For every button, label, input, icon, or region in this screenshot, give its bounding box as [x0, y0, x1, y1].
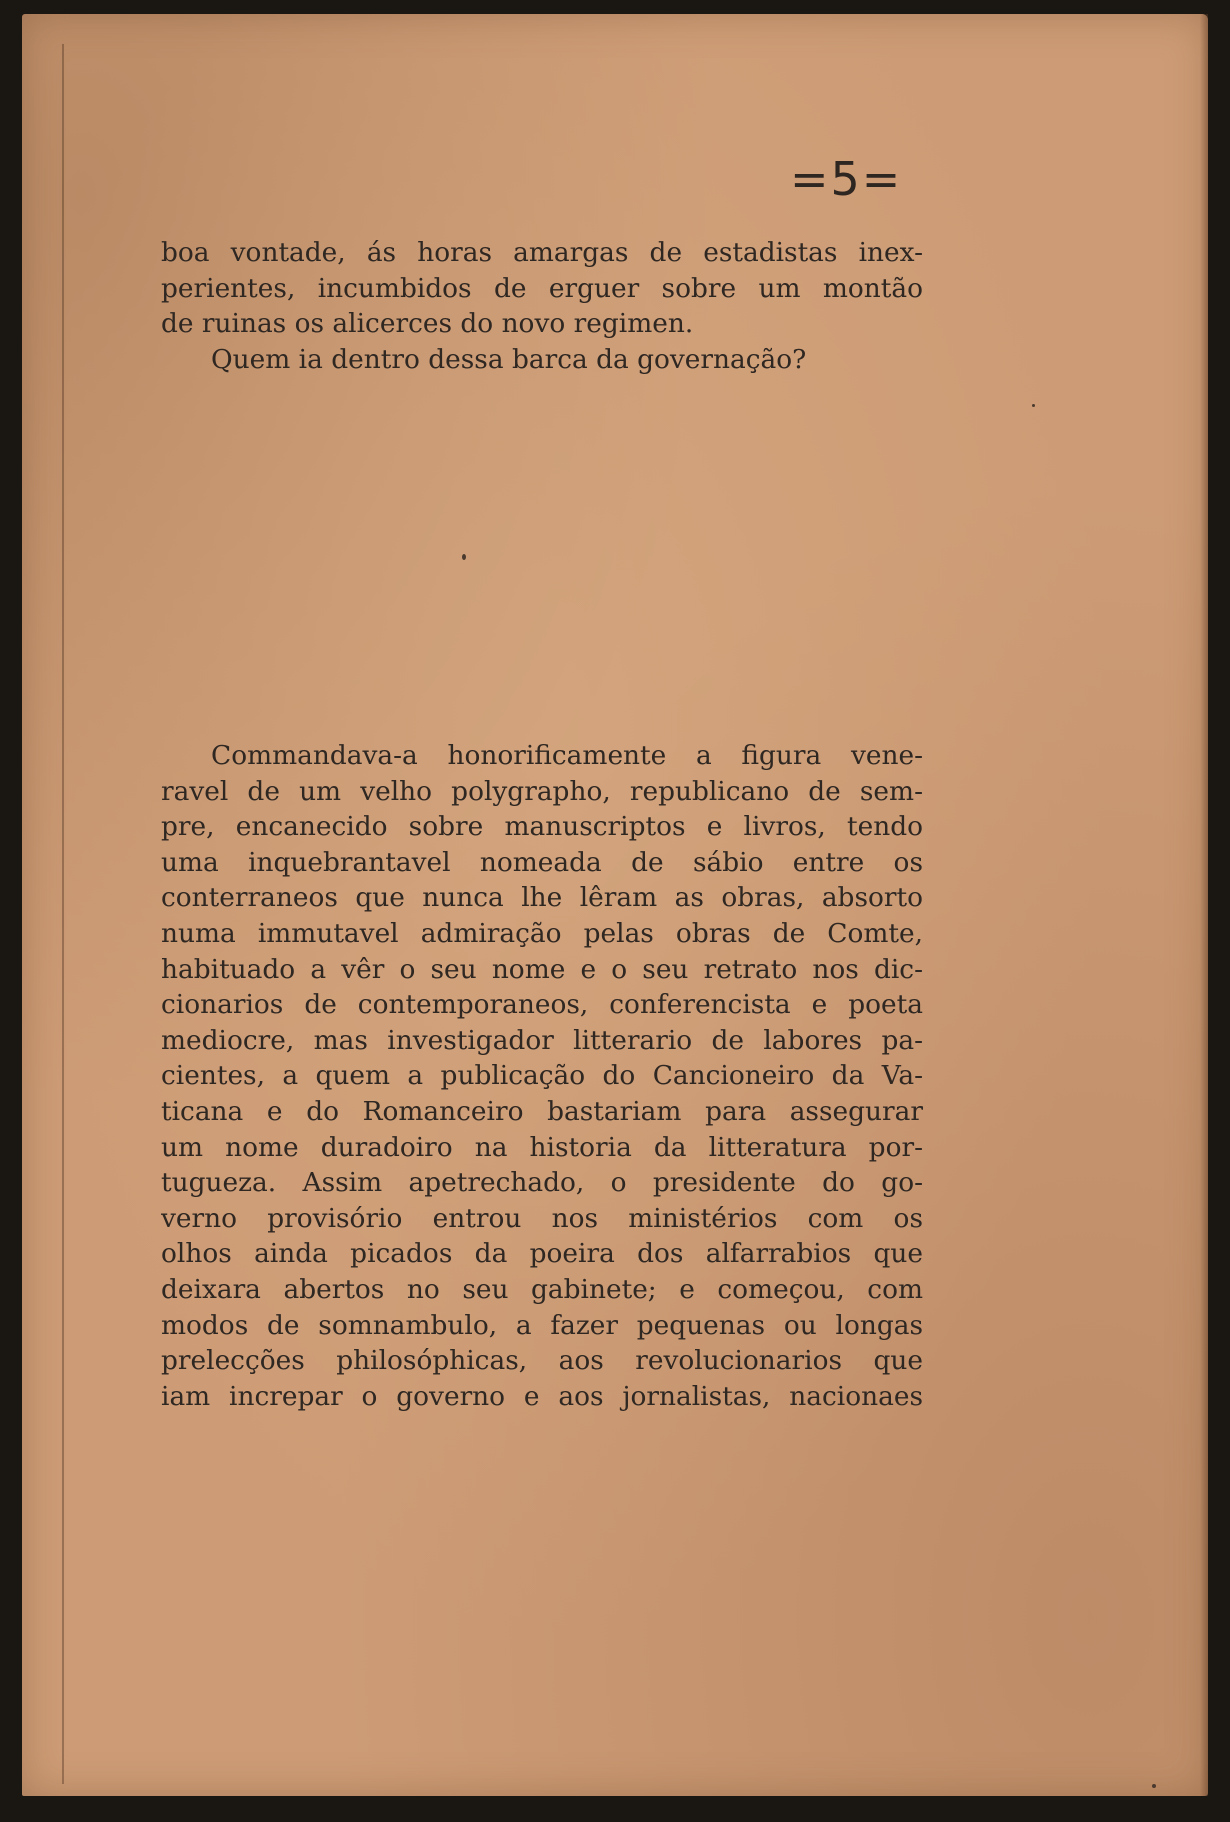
text-line: cionarios de contemporaneos, conferencista e poeta	[161, 989, 923, 1021]
text-line: habituado a vêr o seu nome e o seu retrato nos dic-	[161, 953, 923, 985]
text-line: mediocre, mas investigador litterario de labores pa-	[161, 1024, 923, 1056]
text-line: de ruinas os alicerces do novo regimen.	[161, 308, 694, 340]
text-line: conterraneos que nunca lhe lêram as obras, absorto	[161, 882, 923, 914]
text-line: Commandava-a honorificamente a figura vene-	[211, 740, 923, 771]
text-line: prelecções philosóphicas, aos revolucionarios que	[161, 1345, 923, 1377]
text-line: deixara abertos no seu gabinete; e começou, com	[161, 1273, 923, 1305]
text-line: modos de somnambulo, a fazer pequenas ou longas	[161, 1309, 923, 1341]
text-line: tugueza. Assim apetrechado, o presidente do go-	[161, 1167, 923, 1199]
text-line: pre, encanecido sobre manuscriptos e livros, tendo	[161, 811, 923, 843]
paper-speck	[1032, 404, 1035, 407]
text-line: verno provisório entrou nos ministérios com os	[161, 1202, 923, 1234]
text-line: um nome duradoiro na historia da litteratura por-	[161, 1131, 923, 1163]
text-line: olhos ainda picados da poeira dos alfarrabios que	[161, 1238, 923, 1270]
text-line: cientes, a quem a publicação do Cancioneiro da Va-	[161, 1060, 923, 1092]
paragraph-2	[161, 738, 923, 1414]
text-line: boa vontade, ás horas amargas de estadistas inex-	[161, 237, 923, 268]
binding-edge	[62, 44, 64, 1784]
text-line: numa immutavel admiração pelas obras de Comte,	[161, 917, 923, 949]
text-line: ravel de um velho polygrapho, republicano de sem-	[161, 775, 923, 807]
page-number: =5=	[790, 152, 903, 206]
page-edge-shadow	[1200, 14, 1208, 1796]
paper-speck	[1152, 1784, 1156, 1788]
text-line: uma inquebrantavel nomeada de sábio entre os	[161, 846, 923, 878]
text-line: ticana e do Romanceiro bastariam para assegurar	[161, 1095, 923, 1127]
text-line: Quem ia dentro dessa barca da governação?	[211, 343, 807, 375]
text-line: perientes, incumbidos de erguer sobre um montão	[161, 272, 923, 304]
paragraph-1	[161, 235, 923, 377]
text-line: iam increpar o governo e aos jornalistas, nacionaes	[161, 1380, 923, 1412]
paper-speck	[462, 554, 466, 560]
